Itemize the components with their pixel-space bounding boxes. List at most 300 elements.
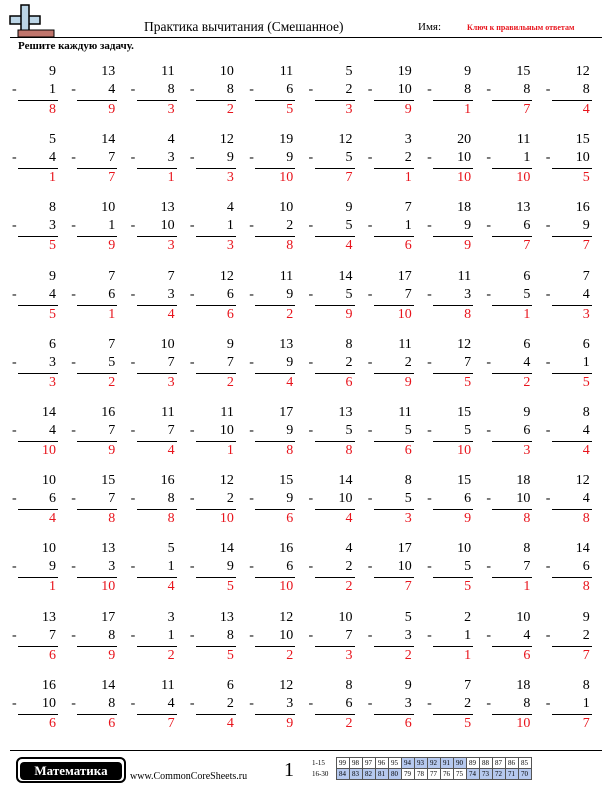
minus-sign: - [12,286,17,302]
minus-sign: - [130,150,136,166]
subtraction-problem [307,608,357,670]
answer: 10 [279,170,294,186]
subtrahend-line [71,423,115,439]
subtrahend-line [71,696,115,712]
answer-rule [18,441,58,442]
problem-row [10,335,603,397]
subtrahend-line [12,423,56,439]
minuend: 9 [345,200,353,216]
minuend: 8 [49,200,56,216]
subtrahend-line [131,82,175,98]
score-cell: 97 [362,758,375,769]
subtraction-problem [366,198,416,260]
subtraction-problem [129,267,179,329]
subtraction-problem [544,539,594,601]
subtraction-problem [10,198,60,260]
minus-sign: - [367,82,373,97]
subtrahend: 2 [404,354,412,370]
header-divider [10,37,602,38]
answer: 1 [464,102,472,117]
minus-sign: - [545,218,551,234]
minus-sign: - [367,627,373,643]
subtraction-problem [484,539,534,601]
subtrahend-line [131,287,175,303]
subtraction-problem [307,62,357,124]
minus-sign: - [308,627,314,643]
answer-rule [255,373,295,374]
answer: 7 [345,170,353,186]
answer: 5 [464,579,472,595]
answer: 10 [457,443,472,458]
answer-rule [433,100,473,101]
answer-rule [315,168,355,169]
answer: 3 [523,443,531,458]
answer-rule [315,714,355,715]
subtraction-problem [69,198,119,260]
subtrahend-line [131,150,175,166]
subtrahend: 5 [523,286,531,302]
answer-rule [552,577,592,578]
problem-row [10,198,603,260]
minus-sign: - [71,559,76,575]
minus-sign: - [427,150,432,166]
subtrahend-line [309,559,353,575]
subtrahend: 10 [575,150,590,166]
answer: 7 [523,238,531,254]
answer-rule [255,509,295,510]
subtraction-problem [10,130,60,192]
subtrahend-line [190,287,234,303]
subtrahend: 7 [523,559,531,575]
minus-sign: - [486,627,492,643]
subtraction-problem [544,676,594,738]
minuend: 18 [516,473,531,489]
subtrahend-line [486,423,530,439]
answer: 5 [49,306,56,322]
subtrahend: 6 [49,491,56,507]
answer: 1 [404,170,412,186]
subtrahend: 7 [226,354,234,370]
website-label: www.CommonCoreSheets.ru [130,771,248,782]
subtrahend: 10 [516,491,531,507]
subtrahend-line [190,559,234,575]
answer: 10 [279,579,294,595]
subtrahend-line [427,287,471,303]
minuend: 7 [108,336,116,352]
subtrahend: 2 [345,82,353,97]
subtrahend-line [71,628,115,644]
minus-sign: - [308,491,314,507]
subtraction-problem [247,471,297,533]
answer-rule [77,646,117,647]
answer-rule [77,305,117,306]
subtrahend: 9 [582,218,590,234]
subtrahend-line [12,491,56,507]
subtrahend-line [368,423,412,439]
subtrahend: 5 [345,423,353,438]
subtraction-problem [188,403,238,465]
score-cell: 96 [375,758,388,769]
minus-sign: - [12,82,17,97]
subtrahend: 7 [49,627,56,643]
subtraction-problem [69,471,119,533]
minuend: 4 [167,132,175,148]
subtrahend-line [368,696,412,712]
minuend: 19 [279,132,294,148]
answer-rule [255,305,295,306]
subtrahend: 9 [286,354,294,370]
answer: 10 [516,715,531,731]
subtraction-problem [129,403,179,465]
subtraction-problem [188,335,238,397]
subtraction-problem [544,335,594,397]
subtrahend: 1 [226,218,234,234]
subtrahend: 5 [464,423,472,438]
answer: 8 [464,306,472,322]
subtraction-problem [129,539,179,601]
minuend: 19 [397,64,412,79]
minuend: 17 [397,268,412,284]
subtraction-problem [425,676,475,738]
minuend: 10 [42,473,56,489]
score-cell: 70 [518,769,531,780]
minuend: 6 [523,336,531,352]
subtraction-problem [425,608,475,670]
answer: 9 [108,102,116,117]
minus-sign: - [486,559,492,575]
subtraction-problem [484,267,534,329]
subtraction-problem [10,403,60,465]
answer: 5 [49,238,56,254]
subtraction-problem [188,471,238,533]
subtrahend: 1 [582,354,590,370]
subtraction-problem [366,335,416,397]
subtrahend-line [131,628,175,644]
minus-sign: - [545,150,551,166]
score-cell: 94 [401,758,414,769]
minus-sign: - [189,286,195,302]
answer: 5 [582,374,590,390]
instructions: Решите каждую задачу. [18,40,134,52]
minuend: 9 [404,677,412,693]
minus-sign: - [71,218,76,234]
minus-sign: - [12,627,17,643]
minuend: 11 [279,268,294,284]
subtrahend: 7 [464,354,472,370]
answer: 7 [404,579,412,595]
answer-rule [492,509,532,510]
subtrahend-line [368,287,412,303]
answer-rule [196,577,236,578]
subtraction-problem [10,539,60,601]
subtraction-problem [129,335,179,397]
minuend: 14 [338,473,353,489]
subtrahend: 7 [167,354,175,370]
subtrahend-line [190,628,234,644]
subtrahend: 5 [345,218,353,234]
answer: 4 [167,443,175,458]
score-table [310,757,532,780]
minus-sign: - [130,491,136,507]
brand-logo [16,757,126,783]
subtrahend: 1 [464,627,472,643]
minus-sign: - [12,423,17,438]
subtrahend: 8 [226,82,234,97]
minuend: 15 [101,473,116,489]
subtrahend: 4 [523,627,531,643]
subtrahend: 4 [49,150,56,166]
subtrahend-line [368,355,412,371]
subtrahend: 8 [582,82,590,97]
problem-row [10,676,603,738]
score-cell: 79 [401,769,414,780]
subtrahend: 9 [464,218,472,234]
minuend: 13 [42,609,56,625]
answer: 3 [226,238,234,254]
subtrahend-line [427,82,471,98]
minuend: 5 [49,132,56,148]
answer: 4 [49,511,56,527]
subtrahend: 1 [108,218,116,234]
answer: 5 [464,374,472,390]
minus-sign: - [308,150,314,166]
subtrahend: 1 [167,559,175,575]
answer: 1 [49,579,56,595]
subtrahend: 3 [49,354,56,370]
subtraction-problem [129,608,179,670]
subtrahend-line [546,218,590,234]
minus-sign: - [249,559,254,575]
minus-sign: - [189,423,195,438]
minuend: 14 [338,268,353,284]
answer: 3 [404,511,412,527]
minuend: 12 [575,473,590,489]
subtrahend: 4 [582,286,590,302]
minuend: 10 [42,541,56,557]
subtrahend-line [71,491,115,507]
answer: 8 [523,511,531,527]
score-cell: 89 [466,758,479,769]
subtrahend-line [12,559,56,575]
answer: 1 [464,647,472,663]
subtraction-problem [247,676,297,738]
answer: 1 [523,579,531,595]
answer: 7 [108,170,116,186]
minus-sign: - [189,491,195,507]
answer: 2 [345,579,353,595]
subtraction-problem [69,335,119,397]
answer-rule [374,441,414,442]
minus-sign: - [545,559,551,575]
answer: 3 [226,170,234,186]
answer: 7 [582,715,590,731]
answer: 10 [397,306,412,322]
answer-rule [315,646,355,647]
subtrahend: 3 [464,286,472,302]
minus-sign: - [545,354,551,370]
answer: 7 [582,238,590,254]
subtraction-problem [366,676,416,738]
score-cell: 74 [466,769,479,780]
minuend: 11 [161,677,175,693]
answer-rule [18,100,58,101]
answer: 9 [108,443,116,458]
answer-rule [552,305,592,306]
problem-row [10,539,603,601]
minuend: 13 [338,405,353,420]
subtrahend-line [249,287,293,303]
score-cell: 85 [518,758,531,769]
answer: 1 [167,170,175,186]
minuend: 13 [279,336,294,352]
minus-sign: - [308,82,314,97]
answer-rule [315,441,355,442]
answer: 7 [167,715,175,731]
minus-sign: - [249,423,254,438]
subtrahend: 2 [286,218,294,234]
minus-sign: - [189,150,195,166]
minuend: 13 [219,609,234,625]
subtrahend-line [486,628,530,644]
minus-sign: - [189,559,195,575]
answer-rule [137,305,177,306]
subtrahend: 5 [464,559,472,575]
minus-sign: - [427,423,432,438]
minus-sign: - [130,354,136,370]
minuend: 14 [101,677,116,693]
answer-rule [18,373,58,374]
minuend: 15 [457,473,472,489]
subtrahend-line [249,150,293,166]
answer: 8 [167,511,175,527]
answer-rule [374,646,414,647]
minuend: 11 [161,405,175,420]
answer: 5 [464,715,472,731]
minuend: 11 [161,64,175,79]
subtrahend-line [486,82,530,98]
minuend: 8 [345,677,353,693]
subtrahend: 5 [345,286,353,302]
subtraction-problem [544,198,594,260]
minuend: 15 [457,405,472,420]
minus-sign: - [486,150,492,166]
answer-rule [77,714,117,715]
minus-sign: - [189,627,195,643]
minuend: 10 [101,200,116,216]
subtrahend-line [368,559,412,575]
minuend: 5 [167,541,175,557]
subtrahend-line [131,696,175,712]
answer-rule [77,441,117,442]
subtrahend-line [71,82,115,98]
subtraction-problem [484,130,534,192]
subtrahend: 4 [108,82,116,97]
subtraction-problem [484,608,534,670]
subtrahend-line [368,491,412,507]
minuend: 10 [338,609,353,625]
minus-sign: - [427,491,432,507]
name-label: Имя: [418,21,442,33]
answer: 8 [49,102,56,117]
answer-rule [18,714,58,715]
subtrahend: 3 [404,695,412,711]
minuend: 5 [404,609,412,625]
page-number: 1 [284,759,294,781]
minus-sign: - [189,82,195,97]
minus-sign: - [130,559,136,575]
answer-rule [552,441,592,442]
answer: 10 [101,579,116,595]
subtraction-problem [10,608,60,670]
subtraction-problem [247,335,297,397]
answer-rule [137,373,177,374]
answer-rule [492,236,532,237]
subtrahend: 3 [167,150,175,166]
subtrahend: 8 [167,491,175,507]
subtraction-problem [366,539,416,601]
answer: 6 [286,511,294,527]
subtrahend-line [486,218,530,234]
minuend: 16 [160,473,175,489]
minus-sign: - [12,150,17,166]
minuend: 10 [279,200,294,216]
subtraction-problem [69,62,119,124]
subtrahend-line [71,559,115,575]
subtrahend: 7 [345,627,353,643]
answer: 5 [226,647,234,663]
footer-divider [10,750,602,751]
minus-sign: - [427,695,432,711]
subtrahend: 8 [464,82,472,97]
answer-rule [137,168,177,169]
subtrahend: 8 [108,695,116,711]
subtraction-problem [69,403,119,465]
subtrahend-line [309,696,353,712]
subtraction-problem [69,676,119,738]
subtrahend: 1 [404,218,412,234]
subtraction-problem [188,62,238,124]
subtraction-problem [188,608,238,670]
answer-rule [315,509,355,510]
subtrahend-line [249,423,293,439]
answer-rule [315,305,355,306]
subtrahend: 9 [226,559,234,575]
subtraction-problem [307,471,357,533]
subtrahend-line [486,287,530,303]
subtraction-problem [10,62,60,124]
subtraction-problem [544,608,594,670]
answer-rule [374,168,414,169]
subtraction-problem [307,267,357,329]
subtrahend-line [12,218,56,234]
answer: 8 [286,238,294,254]
answer-rule [18,236,58,237]
minus-sign: - [130,218,136,234]
answer-rule [77,168,117,169]
subtrahend: 2 [464,695,472,711]
subtrahend: 2 [345,559,353,575]
minus-sign: - [367,150,373,166]
answer-rule [552,100,592,101]
subtrahend-line [427,628,471,644]
minuend: 15 [516,64,531,79]
answer-rule [196,236,236,237]
subtrahend: 4 [49,286,56,302]
minus-sign: - [130,286,136,302]
answer: 5 [286,102,294,117]
subtraction-problem [366,130,416,192]
minus-sign: - [249,82,254,97]
